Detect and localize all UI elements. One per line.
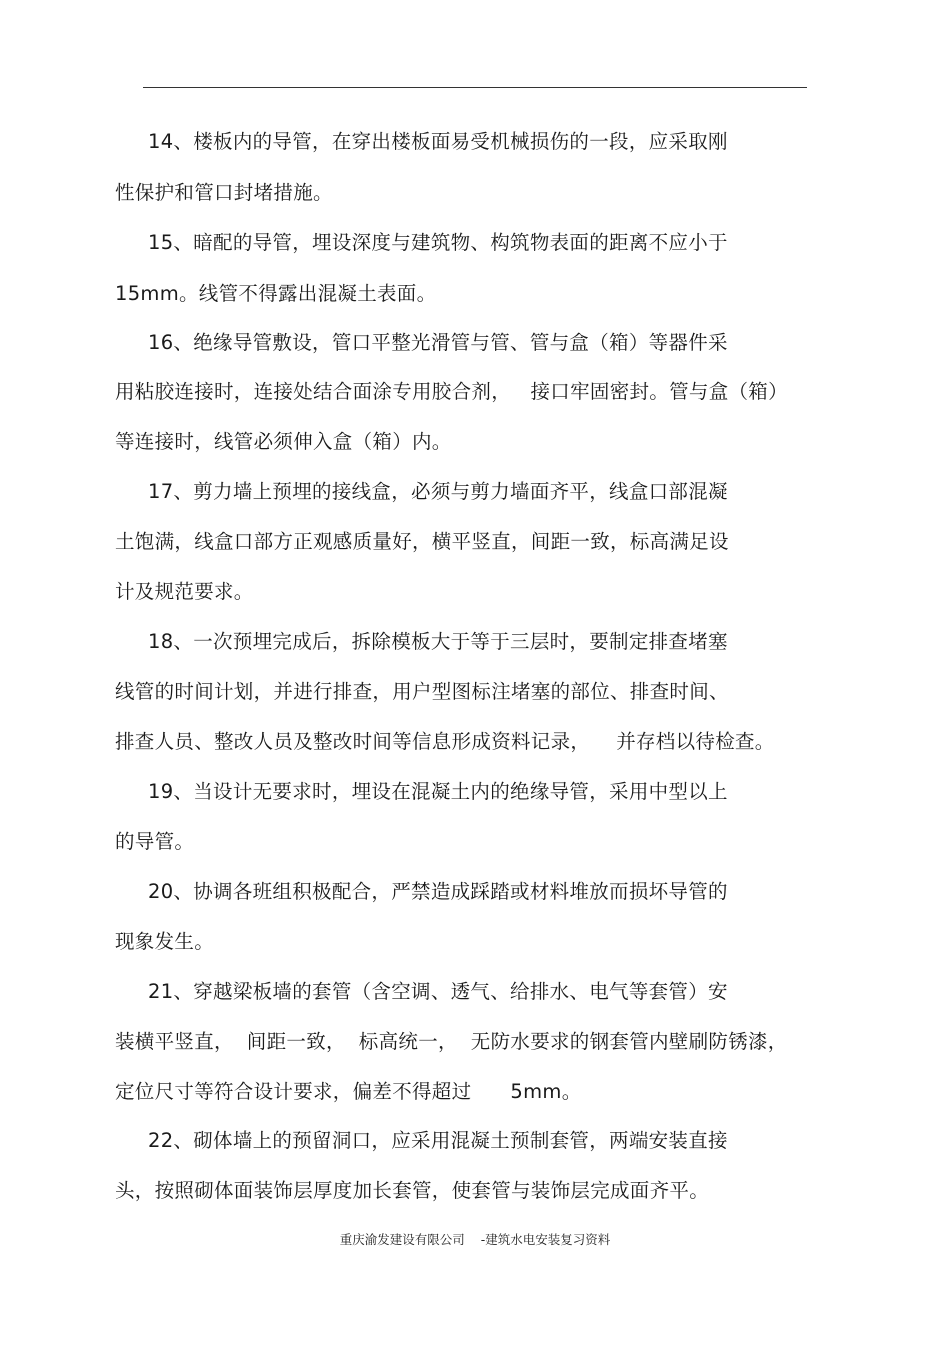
paragraph-line: 15、暗配的导管，埋设深度与建筑物、构筑物表面的距离不应小于 bbox=[148, 231, 728, 254]
paragraph-line: 定位尺寸等符合设计要求，偏差不得超过 5mm。 bbox=[115, 1080, 582, 1103]
paragraph-line: 18、一次预埋完成后，拆除模板大于等于三层时，要制定排查堵塞 bbox=[148, 630, 728, 653]
paragraph-line: 线管的时间计划，并进行排查，用户型图标注堵塞的部位、排查时间、 bbox=[115, 680, 729, 703]
paragraph-line: 14、楼板内的导管，在穿出楼板面易受机械损伤的一段，应采取刚 bbox=[148, 130, 728, 153]
paragraph-line: 土饱满，线盒口部方正观感质量好，横平竖直，间距一致，标高满足设 bbox=[115, 530, 729, 553]
paragraph-line: 装横平竖直， 间距一致， 标高统一， 无防水要求的钢套管内壁刷防锈漆， bbox=[115, 1030, 788, 1053]
paragraph-line: 22、砌体墙上的预留洞口，应采用混凝土预制套管，两端安装直接 bbox=[148, 1129, 728, 1152]
paragraph-line: 19、当设计无要求时，埋设在混凝土内的绝缘导管，采用中型以上 bbox=[148, 780, 728, 803]
paragraph-line: 20、协调各班组积极配合，严禁造成踩踏或材料堆放而损坏导管的 bbox=[148, 880, 728, 903]
page-footer: 重庆渝发建设有限公司 -建筑水电安装复习资料 bbox=[339, 1232, 611, 1247]
paragraph-line: 排查人员、整改人员及整改时间等信息形成资料记录， 并存档以待检查。 bbox=[115, 730, 775, 753]
paragraph-line: 17、剪力墙上预埋的接线盒，必须与剪力墙面齐平，线盒口部混凝 bbox=[148, 480, 728, 503]
paragraph-line: 用粘胶连接时，连接处结合面涂专用胶合剂， 接口牢固密封。管与盒（箱） bbox=[115, 380, 788, 403]
header-rule bbox=[143, 87, 807, 88]
paragraph-line: 现象发生。 bbox=[115, 930, 215, 953]
paragraph-line: 计及规范要求。 bbox=[115, 580, 254, 603]
paragraph-line: 等连接时，线管必须伸入盒（箱）内。 bbox=[115, 430, 452, 453]
paragraph-line: 16、绝缘导管敷设，管口平整光滑管与管、管与盒（箱）等器件采 bbox=[148, 331, 728, 354]
paragraph-line: 21、穿越梁板墙的套管（含空调、透气、给排水、电气等套管）安 bbox=[148, 980, 728, 1003]
paragraph-line: 的导管。 bbox=[115, 830, 195, 853]
paragraph-line: 头，按照砌体面装饰层厚度加长套管，使套管与装饰层完成面齐平。 bbox=[115, 1179, 710, 1202]
paragraph-line: 15mm。线管不得露出混凝土表面。 bbox=[115, 282, 437, 305]
paragraph-line: 性保护和管口封堵措施。 bbox=[115, 181, 333, 204]
